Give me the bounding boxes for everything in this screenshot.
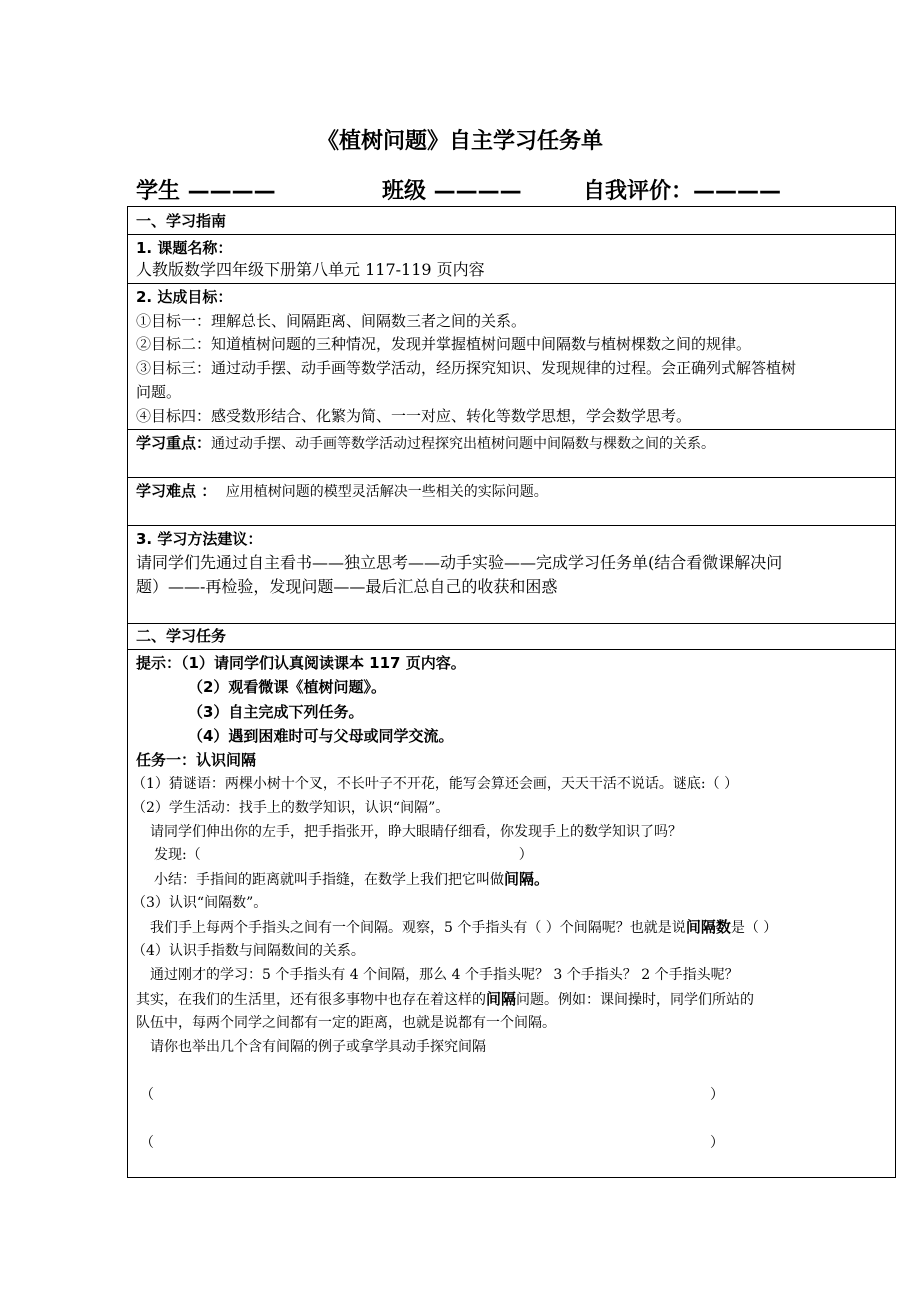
- answer-blank-1-close: ）: [710, 1087, 724, 1103]
- section-heading-guide: 一、学习指南: [136, 212, 227, 230]
- riddle-question: （1）猜谜语：两棵小树十个叉，不长叶子不开花，能写会算还会画，天天干活不说话。谜底:（ ）: [132, 776, 739, 792]
- interval-count-question: （3）认识“间隔数”。: [132, 895, 268, 911]
- tip-4: （4）遇到困难时可与父母或同学交流。: [188, 727, 454, 745]
- relation-text: 通过刚才的学习：5 个手指头有 4 个间隔，那么 4 个手指头呢？ 3 个手指头？ 2 个手指头呢？: [150, 967, 739, 983]
- self-evaluation-label: 自我评价：————: [583, 179, 782, 204]
- page-title: 《植树问题》自主学习任务单: [316, 129, 603, 154]
- topic-label: 1. 课题名称：: [136, 239, 233, 257]
- key-point-label: 学习重点：: [136, 434, 212, 452]
- tip-1: 提示：（1）请同学们认真阅读课本 117 页内容。: [136, 654, 466, 672]
- relation-example-a: 其实，在我们的生活里，还有很多事物中也存在着这样的: [136, 992, 486, 1008]
- goal-1: ①目标一：理解总长、间隔距离、间隔数三者之间的关系。: [136, 312, 527, 330]
- relation-example-bold: 间隔: [486, 990, 517, 1008]
- row-divider: [128, 649, 895, 650]
- topic-text: 人教版数学四年级下册第八单元 117-119 页内容: [136, 260, 485, 279]
- relation-example-b: 问题。例如：课间操时，同学们所站的: [516, 992, 755, 1008]
- class-label: 班级 ————: [382, 179, 522, 204]
- interval-count-text-b: 是（ ）: [730, 920, 778, 936]
- discovery-answer-row[interactable]: [154, 845, 533, 865]
- activity-question: （2）学生活动：找手上的数学知识，认识“间隔”。: [132, 800, 450, 816]
- difficulty-row: [136, 481, 548, 502]
- goal-3-continued: 问题。: [136, 383, 182, 401]
- row-divider: [128, 623, 895, 624]
- method-label: 3. 学习方法建议：: [136, 530, 263, 548]
- row-divider: [128, 234, 895, 235]
- difficulty-text: 应用植树问题的模型灵活解决一些相关的实际问题。: [225, 484, 548, 500]
- answer-blank-2-open: （: [140, 1135, 154, 1151]
- row-divider: [128, 525, 895, 526]
- tip-3: （3）自主完成下列任务。: [188, 703, 364, 721]
- goals-label: 2. 达成目标：: [136, 288, 233, 306]
- answer-blank-1-open: （: [140, 1087, 154, 1103]
- relation-example-line: [136, 989, 754, 1010]
- example-prompt: 请你也举出几个含有间隔的例子或拿学具动手探究间隔: [150, 1039, 486, 1055]
- task-1-heading: 任务一：认识间隔: [136, 751, 257, 769]
- interval-count-bold: 间隔数: [685, 918, 731, 936]
- method-text-line-1: 请同学们先通过自主看书——独立思考——动手实验——完成学习任务单(结合看微课解决问: [136, 553, 783, 572]
- summary-bold: 间隔。: [504, 870, 550, 888]
- row-divider: [128, 283, 895, 284]
- task-sheet-table: [127, 206, 896, 1178]
- discovery-close: ）: [518, 847, 533, 863]
- summary-line: [154, 869, 549, 890]
- difficulty-label: 学习难点 ：: [136, 482, 217, 500]
- section-heading-tasks: 二、学习任务: [136, 627, 227, 645]
- interval-count-text-a: 我们手上每两个手指头之间有一个间隔。观察，5 个手指头有（ ）个间隔呢？也就是说: [150, 920, 686, 936]
- goal-3: ③目标三：通过动手摆、动手画等数学活动，经历探究知识、发现规律的过程。会正确列式解答植树: [136, 359, 797, 377]
- summary-text: 小结：手指间的距离就叫手指缝，在数学上我们把它叫做: [154, 872, 504, 888]
- activity-instruction: 请同学们伸出你的左手，把手指张开，睁大眼睛仔细看，你发现手上的数学知识了吗？: [150, 824, 682, 840]
- row-divider: [128, 477, 895, 478]
- method-text-line-2: 题）——-再检验，发现问题——最后汇总自己的收获和困惑: [136, 577, 558, 596]
- relation-example-continued: 队伍中，每两个同学之间都有一定的距离，也就是说都有一个间隔。: [136, 1015, 556, 1031]
- discovery-open: 发现:（: [154, 847, 201, 863]
- key-point-text: 通过动手摆、动手画等数学活动过程探究出植树问题中间隔数与棵数之间的关系。: [211, 436, 716, 452]
- relation-question: （4）认识手指数与间隔数间的关系。: [132, 943, 365, 959]
- goal-4: ④目标四：感受数形结合、化繁为简、一一对应、转化等数学思想，学会数学思考。: [136, 407, 692, 425]
- interval-count-text: [150, 917, 777, 938]
- row-divider: [128, 429, 895, 430]
- key-point-row: [136, 433, 715, 454]
- tip-2: （2）观看微课《植树问题》。: [188, 678, 386, 696]
- student-name-label: 学生 ————: [136, 179, 276, 204]
- goal-2: ②目标二：知道植树问题的三种情况，发现并掌握植树问题中间隔数与植树棵数之间的规律。: [136, 335, 752, 353]
- answer-blank-2-close: ）: [710, 1135, 724, 1151]
